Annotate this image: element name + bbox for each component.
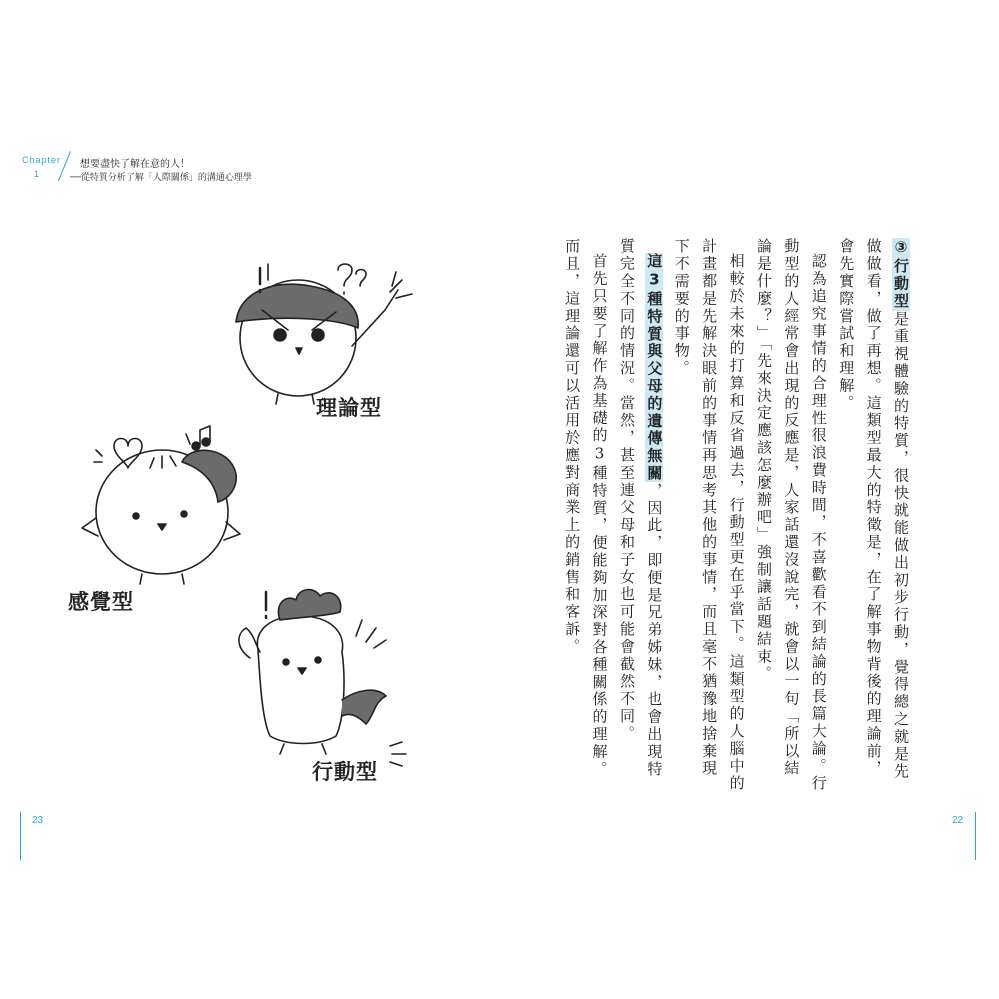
paragraph-4 [613,238,668,793]
theory-type-label: 理論型 [316,396,382,420]
chapter-subtitle: ──從特質分析了解「人際關係」的溝通心理學 [70,173,252,183]
folio-bar-left [20,812,21,860]
illustration-art [40,250,480,810]
action-type-description: 是重視體驗的特質，很快就能做出初步行動，覺得總之就是先做做看，做了再想。這類型最大的特徵是，在了解事物背後的理論前，會先實際嘗試和理解。 [837,238,910,781]
theory-character [236,264,412,404]
action-type-number: ③ [892,238,910,259]
heredity-highlight: 這3種特質與父母的遺傳無關 [645,253,664,483]
action-type-label: 行動型 [312,760,378,784]
paragraph-3: 相較於未來的打算和反省過去，行動型更在乎當下。這類型的人腦中的計畫都是先解決眼前的事情再思考其他的事情，而且毫不猶豫地捨棄現下不需要的事物。 [672,238,746,793]
action-type-term: 行動型 [892,258,910,311]
chapter-label: Chapter [22,155,62,165]
heredity-text: ，因此，即便是兄弟姊妹，也會出現特質完全不同的情況。當然，甚至連父母和子女也可能會截然不同。 [617,238,664,779]
sense-type-label: 感覺型 [68,590,134,614]
paragraph-5: 首先只要了解作為基礎的3種特質，便能夠加深對各種關係的理解。而且，這理論還可以活用於應對商業上的銷售和客訴。 [563,238,609,778]
character-illustrations [40,250,480,810]
sense-character [82,426,240,584]
paragraph-2: 認為追究事情的合理性很浪費時間，不喜歡看不到結論的長篇大論。行動型的人經常會出現的反應是，人家話還沒說完，就會以一句「所以結論是什麼？」「先來決定應該怎麼辦吧」強制讓話題結束。 [754,238,828,793]
action-character [239,590,406,766]
page-number-left: 23 [32,815,44,826]
page-number-right: 22 [952,815,964,826]
body-text [563,238,914,793]
chapter-title: 想要盡快了解在意的人！ [80,159,190,170]
chapter-number: 1 [34,169,40,179]
folio-bar-right [975,812,976,860]
paragraph-action-type [832,238,914,793]
